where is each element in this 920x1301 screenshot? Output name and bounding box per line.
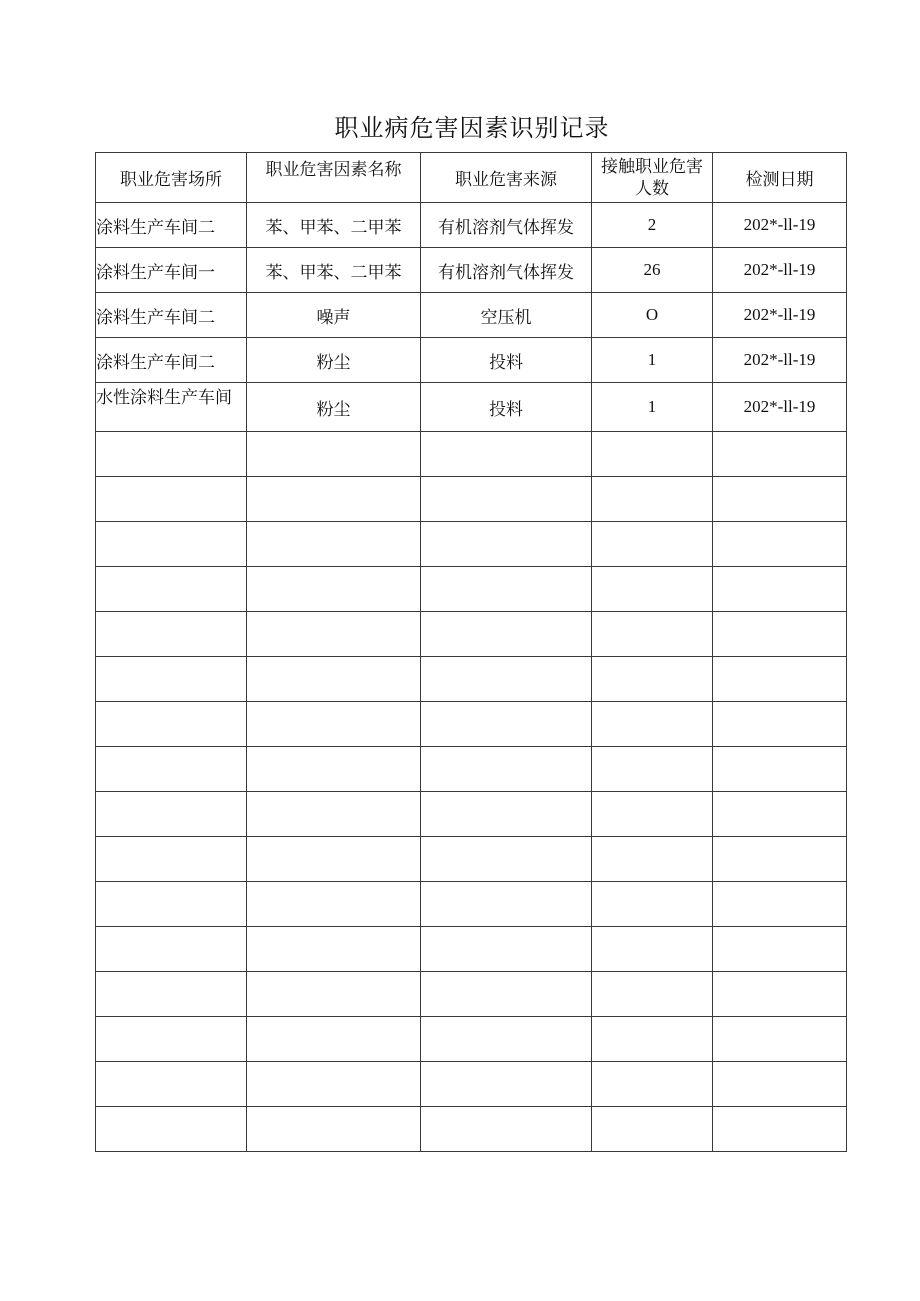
empty-cell	[421, 837, 592, 882]
empty-cell	[592, 432, 713, 477]
empty-cell	[713, 882, 847, 927]
empty-cell	[96, 477, 247, 522]
empty-cell	[247, 612, 421, 657]
empty-cell	[421, 1107, 592, 1152]
empty-cell	[96, 747, 247, 792]
empty-cell	[247, 972, 421, 1017]
header-source: 职业危害来源	[421, 153, 592, 203]
empty-cell	[421, 792, 592, 837]
empty-cell	[713, 837, 847, 882]
empty-cell	[96, 837, 247, 882]
empty-cell	[421, 702, 592, 747]
empty-cell	[96, 1062, 247, 1107]
empty-table-row	[96, 837, 847, 882]
empty-cell	[96, 927, 247, 972]
empty-cell	[247, 657, 421, 702]
empty-cell	[96, 612, 247, 657]
table-row	[96, 293, 847, 338]
cell-date: 202*-ll-19	[713, 203, 847, 248]
header-exposed-count-line2: 人数	[635, 178, 669, 199]
empty-cell	[592, 837, 713, 882]
empty-cell	[247, 792, 421, 837]
empty-cell	[713, 927, 847, 972]
empty-table-row	[96, 522, 847, 567]
empty-cell	[592, 792, 713, 837]
cell-factor: 粉尘	[247, 338, 421, 383]
header-factor-name: 职业危害因素名称	[247, 153, 421, 203]
empty-cell	[421, 612, 592, 657]
table-row	[96, 203, 847, 248]
empty-table-row	[96, 882, 847, 927]
cell-date: 202*-ll-19	[713, 383, 847, 432]
empty-cell	[592, 567, 713, 612]
empty-cell	[421, 522, 592, 567]
empty-cell	[96, 882, 247, 927]
empty-cell	[713, 657, 847, 702]
cell-count: 1	[592, 383, 713, 432]
empty-cell	[592, 1062, 713, 1107]
table-row	[96, 338, 847, 383]
empty-cell	[713, 612, 847, 657]
empty-cell	[421, 657, 592, 702]
table-header-row	[96, 153, 847, 203]
empty-cell	[421, 567, 592, 612]
empty-table-row	[96, 657, 847, 702]
cell-count: O	[592, 293, 713, 338]
empty-cell	[247, 747, 421, 792]
empty-cell	[592, 927, 713, 972]
empty-cell	[713, 702, 847, 747]
header-detection-date: 检测日期	[713, 153, 847, 203]
empty-cell	[421, 1062, 592, 1107]
empty-cell	[247, 567, 421, 612]
cell-date: 202*-ll-19	[713, 293, 847, 338]
empty-cell	[713, 972, 847, 1017]
empty-table-row	[96, 972, 847, 1017]
empty-table-row	[96, 747, 847, 792]
empty-table-row	[96, 702, 847, 747]
cell-factor: 粉尘	[247, 383, 421, 432]
cell-workplace: 涂料生产车间二	[96, 203, 247, 248]
cell-source: 投料	[421, 383, 592, 432]
cell-workplace: 水性涂料生产车间	[96, 383, 247, 432]
hazard-record-table	[95, 152, 847, 1152]
empty-cell	[247, 432, 421, 477]
empty-cell	[247, 837, 421, 882]
empty-cell	[247, 477, 421, 522]
cell-factor: 苯、甲苯、二甲苯	[247, 203, 421, 248]
empty-cell	[713, 432, 847, 477]
empty-cell	[247, 927, 421, 972]
empty-cell	[96, 1017, 247, 1062]
cell-factor: 噪声	[247, 293, 421, 338]
empty-cell	[421, 972, 592, 1017]
empty-table-row	[96, 1017, 847, 1062]
empty-cell	[421, 927, 592, 972]
empty-cell	[96, 972, 247, 1017]
empty-cell	[96, 432, 247, 477]
header-exposed-count	[592, 153, 713, 203]
empty-table-row	[96, 1062, 847, 1107]
empty-cell	[592, 1017, 713, 1062]
cell-date: 202*-ll-19	[713, 248, 847, 293]
empty-cell	[421, 1017, 592, 1062]
empty-cell	[592, 477, 713, 522]
empty-table-row	[96, 477, 847, 522]
table-row	[96, 248, 847, 293]
empty-cell	[713, 567, 847, 612]
document-title: 职业病危害因素识别记录	[334, 114, 610, 142]
empty-cell	[713, 477, 847, 522]
empty-cell	[421, 432, 592, 477]
cell-source: 投料	[421, 338, 592, 383]
table-row	[96, 383, 847, 432]
empty-cell	[713, 1062, 847, 1107]
cell-date: 202*-ll-19	[713, 338, 847, 383]
empty-cell	[96, 567, 247, 612]
empty-cell	[247, 1107, 421, 1152]
empty-cell	[96, 702, 247, 747]
empty-cell	[247, 1017, 421, 1062]
empty-cell	[592, 1107, 713, 1152]
empty-table-row	[96, 1107, 847, 1152]
cell-source: 有机溶剂气体挥发	[421, 203, 592, 248]
empty-cell	[592, 702, 713, 747]
empty-cell	[592, 612, 713, 657]
empty-cell	[592, 657, 713, 702]
empty-table-row	[96, 432, 847, 477]
empty-cell	[713, 522, 847, 567]
cell-workplace: 涂料生产车间二	[96, 293, 247, 338]
empty-cell	[421, 747, 592, 792]
cell-factor: 苯、甲苯、二甲苯	[247, 248, 421, 293]
cell-count: 2	[592, 203, 713, 248]
empty-cell	[713, 1107, 847, 1152]
empty-cell	[96, 522, 247, 567]
empty-table-row	[96, 927, 847, 972]
empty-table-row	[96, 792, 847, 837]
empty-cell	[713, 1017, 847, 1062]
empty-cell	[592, 972, 713, 1017]
cell-count: 1	[592, 338, 713, 383]
empty-cell	[247, 1062, 421, 1107]
empty-cell	[592, 882, 713, 927]
empty-table-row	[96, 567, 847, 612]
cell-source: 有机溶剂气体挥发	[421, 248, 592, 293]
empty-cell	[247, 882, 421, 927]
empty-cell	[96, 657, 247, 702]
empty-cell	[96, 1107, 247, 1152]
header-workplace: 职业危害场所	[96, 153, 247, 203]
cell-workplace: 涂料生产车间一	[96, 248, 247, 293]
cell-workplace: 涂料生产车间二	[96, 338, 247, 383]
empty-table-row	[96, 612, 847, 657]
empty-cell	[713, 792, 847, 837]
empty-cell	[592, 522, 713, 567]
empty-cell	[421, 477, 592, 522]
empty-cell	[96, 792, 247, 837]
header-exposed-count-line1: 接触职业危害	[601, 156, 703, 177]
cell-count: 26	[592, 248, 713, 293]
empty-cell	[421, 882, 592, 927]
empty-cell	[713, 747, 847, 792]
empty-cell	[247, 702, 421, 747]
empty-cell	[592, 747, 713, 792]
cell-source: 空压机	[421, 293, 592, 338]
empty-cell	[247, 522, 421, 567]
